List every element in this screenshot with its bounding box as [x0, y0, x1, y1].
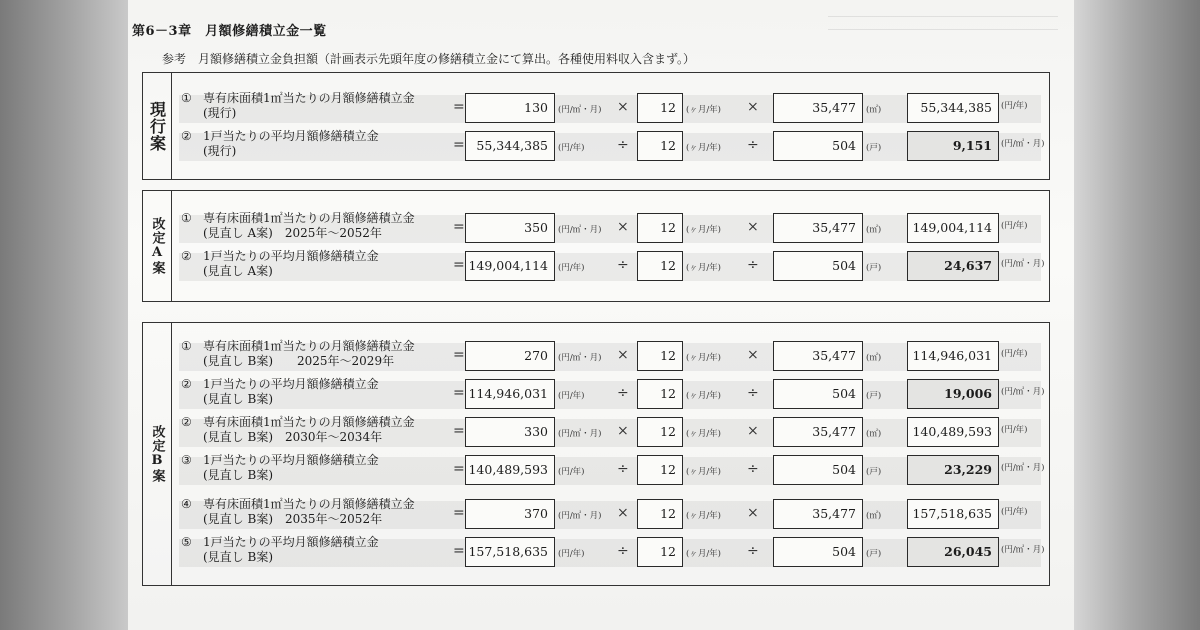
result-unit-label: (円/㎡・月) [1001, 463, 1045, 473]
result-box: 157,518,635 [907, 499, 999, 529]
operator-2: ÷ [747, 137, 759, 153]
value-box-2: 12 [637, 417, 683, 447]
operator-1: × [617, 423, 629, 439]
row-number: ② [181, 129, 192, 143]
unit-label-1: (円/年) [558, 263, 585, 273]
result-unit-label: (円/年) [1001, 101, 1028, 111]
unit-label-3: (㎡) [866, 511, 882, 521]
result-unit-label: (円/年) [1001, 425, 1028, 435]
plan-section [142, 72, 1050, 180]
row-period: (現行) [203, 106, 237, 120]
section-label-text: 現行案 [147, 100, 167, 152]
operator-2: ÷ [747, 543, 759, 559]
row-number: ① [181, 339, 192, 353]
result-box: 26,045 [907, 537, 999, 567]
row-description: 1戸当たりの平均月額修繕積立金 [203, 129, 379, 143]
section-label [143, 323, 172, 585]
plan-section [142, 322, 1050, 586]
row-description: 1戸当たりの平均月額修繕積立金 [203, 535, 379, 549]
result-box: 140,489,593 [907, 417, 999, 447]
unit-label-2: (ヶ月/年) [686, 549, 721, 559]
unit-label-1: (円/㎡・月) [558, 353, 602, 363]
operator-2: ÷ [747, 257, 759, 273]
unit-label-3: (㎡) [866, 225, 882, 235]
row-period: (見直し B案) [203, 468, 273, 482]
operator-1: × [617, 219, 629, 235]
row-period: (見直し B案) 2025年～2029年 [203, 354, 395, 368]
operator-1: ÷ [617, 461, 629, 477]
value-box-2: 12 [637, 537, 683, 567]
unit-label-3: (戸) [866, 467, 882, 477]
equals-sign: = [453, 505, 465, 521]
background-blur-left [0, 0, 128, 630]
document-page [128, 0, 1074, 630]
unit-label-1: (円/年) [558, 391, 585, 401]
result-box: 114,946,031 [907, 341, 999, 371]
value-box-1: 114,946,031 [465, 379, 555, 409]
operator-2: × [747, 347, 759, 363]
unit-label-2: (ヶ月/年) [686, 105, 721, 115]
value-box-3: 35,477 [773, 93, 863, 123]
unit-label-2: (ヶ月/年) [686, 263, 721, 273]
value-box-3: 504 [773, 455, 863, 485]
operator-2: × [747, 505, 759, 521]
value-box-3: 35,477 [773, 499, 863, 529]
unit-label-3: (戸) [866, 549, 882, 559]
unit-label-2: (ヶ月/年) [686, 391, 721, 401]
row-description: 1戸当たりの平均月額修繕積立金 [203, 453, 379, 467]
result-box: 55,344,385 [907, 93, 999, 123]
row-number: ③ [181, 453, 192, 467]
value-box-3: 504 [773, 131, 863, 161]
equals-sign: = [453, 347, 465, 363]
equals-sign: = [453, 543, 465, 559]
unit-label-2: (ヶ月/年) [686, 225, 721, 235]
value-box-1: 270 [465, 341, 555, 371]
row-description: 専有床面積1㎡当たりの月額修繕積立金 [203, 339, 415, 353]
background-form-line [828, 16, 1058, 17]
equals-sign: = [453, 257, 465, 273]
equals-sign: = [453, 137, 465, 153]
section-label [143, 73, 172, 179]
result-unit-label: (円/㎡・月) [1001, 259, 1045, 269]
unit-label-3: (戸) [866, 143, 882, 153]
equals-sign: = [453, 385, 465, 401]
row-description: 1戸当たりの平均月額修繕積立金 [203, 249, 379, 263]
background-form-line [828, 29, 1058, 30]
plan-section [142, 190, 1050, 302]
value-box-2: 12 [637, 93, 683, 123]
reference-note: 参考 月額修繕積立金負担額（計画表示先頭年度の修繕積立金にて算出。各種使用料収入含まず。） [162, 52, 696, 66]
row-period: (見直し B案) [203, 550, 273, 564]
row-number: ② [181, 249, 192, 263]
unit-label-3: (㎡) [866, 429, 882, 439]
operator-2: × [747, 99, 759, 115]
section-label-text: 改定B案 [149, 425, 165, 483]
value-box-2: 12 [637, 341, 683, 371]
result-box: 24,637 [907, 251, 999, 281]
unit-label-1: (円/㎡・月) [558, 429, 602, 439]
value-box-3: 35,477 [773, 213, 863, 243]
unit-label-2: (ヶ月/年) [686, 511, 721, 521]
section-label [143, 191, 172, 301]
result-box: 9,151 [907, 131, 999, 161]
value-box-3: 35,477 [773, 341, 863, 371]
unit-label-3: (戸) [866, 263, 882, 273]
result-unit-label: (円/㎡・月) [1001, 545, 1045, 555]
value-box-3: 35,477 [773, 417, 863, 447]
value-box-2: 12 [637, 499, 683, 529]
row-number: ② [181, 377, 192, 391]
operator-2: ÷ [747, 385, 759, 401]
operator-1: ÷ [617, 385, 629, 401]
operator-2: ÷ [747, 461, 759, 477]
value-box-1: 370 [465, 499, 555, 529]
row-period: (見直し B案) 2035年～2052年 [203, 512, 383, 526]
row-description: 専有床面積1㎡当たりの月額修繕積立金 [203, 91, 415, 105]
unit-label-2: (ヶ月/年) [686, 429, 721, 439]
background-blur-right [1074, 0, 1200, 630]
unit-label-1: (円/㎡・月) [558, 511, 602, 521]
unit-label-2: (ヶ月/年) [686, 467, 721, 477]
equals-sign: = [453, 99, 465, 115]
equals-sign: = [453, 423, 465, 439]
unit-label-2: (ヶ月/年) [686, 143, 721, 153]
row-number: ② [181, 415, 192, 429]
result-unit-label: (円/年) [1001, 507, 1028, 517]
row-description: 専有床面積1㎡当たりの月額修繕積立金 [203, 415, 415, 429]
result-box: 23,229 [907, 455, 999, 485]
value-box-1: 330 [465, 417, 555, 447]
operator-1: ÷ [617, 257, 629, 273]
value-box-2: 12 [637, 251, 683, 281]
unit-label-1: (円/年) [558, 143, 585, 153]
operator-1: × [617, 347, 629, 363]
unit-label-1: (円/㎡・月) [558, 105, 602, 115]
unit-label-1: (円/㎡・月) [558, 225, 602, 235]
unit-label-3: (㎡) [866, 105, 882, 115]
value-box-1: 157,518,635 [465, 537, 555, 567]
operator-1: ÷ [617, 137, 629, 153]
value-box-1: 149,004,114 [465, 251, 555, 281]
unit-label-1: (円/年) [558, 549, 585, 559]
value-box-2: 12 [637, 131, 683, 161]
unit-label-1: (円/年) [558, 467, 585, 477]
result-box: 19,006 [907, 379, 999, 409]
unit-label-3: (戸) [866, 391, 882, 401]
chapter-title: 第6－3章 月額修繕積立金一覧 [132, 24, 327, 39]
value-box-1: 55,344,385 [465, 131, 555, 161]
row-number: ① [181, 211, 192, 225]
row-description: 専有床面積1㎡当たりの月額修繕積立金 [203, 211, 415, 225]
operator-1: ÷ [617, 543, 629, 559]
row-description: 1戸当たりの平均月額修繕積立金 [203, 377, 379, 391]
row-period: (見直し B案) 2030年～2034年 [203, 430, 383, 444]
value-box-2: 12 [637, 213, 683, 243]
value-box-2: 12 [637, 379, 683, 409]
row-description: 専有床面積1㎡当たりの月額修繕積立金 [203, 497, 415, 511]
background-form-faded [828, 4, 1058, 54]
row-number: ⑤ [181, 535, 192, 549]
result-unit-label: (円/年) [1001, 221, 1028, 231]
row-period: (見直し A案) 2025年～2052年 [203, 226, 382, 240]
row-number: ④ [181, 497, 192, 511]
value-box-2: 12 [637, 455, 683, 485]
result-unit-label: (円/㎡・月) [1001, 139, 1045, 149]
section-label-text: 改定A案 [149, 217, 165, 275]
equals-sign: = [453, 219, 465, 235]
result-unit-label: (円/㎡・月) [1001, 387, 1045, 397]
row-period: (現行) [203, 144, 237, 158]
operator-1: × [617, 99, 629, 115]
value-box-3: 504 [773, 379, 863, 409]
result-box: 149,004,114 [907, 213, 999, 243]
unit-label-3: (㎡) [866, 353, 882, 363]
value-box-1: 130 [465, 93, 555, 123]
row-period: (見直し B案) [203, 392, 273, 406]
result-unit-label: (円/年) [1001, 349, 1028, 359]
row-number: ① [181, 91, 192, 105]
value-box-1: 350 [465, 213, 555, 243]
value-box-3: 504 [773, 537, 863, 567]
operator-2: × [747, 219, 759, 235]
operator-2: × [747, 423, 759, 439]
operator-1: × [617, 505, 629, 521]
equals-sign: = [453, 461, 465, 477]
value-box-1: 140,489,593 [465, 455, 555, 485]
value-box-3: 504 [773, 251, 863, 281]
row-period: (見直し A案) [203, 264, 273, 278]
unit-label-2: (ヶ月/年) [686, 353, 721, 363]
